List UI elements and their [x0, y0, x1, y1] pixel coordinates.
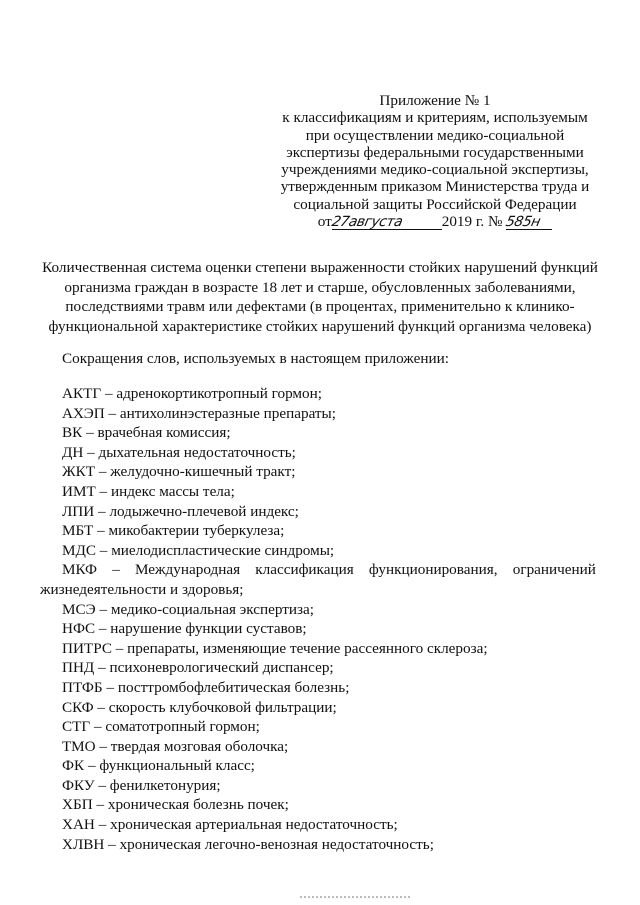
- abbreviation-item: ПТФБ – посттромбофлебитическая болезнь;: [62, 678, 350, 696]
- abbreviation-item: НФС – нарушение функции суставов;: [62, 620, 307, 638]
- abbreviation-definition: хроническая болезнь почек;: [107, 796, 289, 814]
- abbreviation-definition: дыхательная недостаточность;: [98, 443, 296, 461]
- abbreviation-definition: индекс массы тела;: [110, 482, 235, 500]
- abbreviation-item: ФКУ – фенилкетонурия;: [62, 776, 221, 794]
- abbreviation-definition: посттромбофлебитическая болезнь;: [117, 678, 350, 696]
- abbreviation-definition: скорость клубочковой фильтрации;: [108, 698, 337, 716]
- abbreviation-item: АКТГ – адренокортикотропный гормон;: [62, 385, 322, 402]
- abbreviation-definition: соматотропный гормон;: [105, 718, 260, 736]
- appendix-line: социальной защиты Российской Федерации: [293, 195, 577, 213]
- abbreviation-term: МСЭ: [62, 600, 96, 618]
- document-title: [40, 258, 600, 336]
- abbreviation-term: СТГ: [62, 718, 91, 736]
- abbreviation-definition: адренокортикотропный гормон;: [116, 385, 322, 402]
- abbreviation-term: ИМТ: [62, 482, 96, 500]
- order-number-field: [506, 215, 552, 230]
- abbreviation-definition: антихолинэстеразные препараты;: [119, 404, 336, 422]
- abbreviation-term: СКФ: [62, 698, 94, 716]
- abbreviation-definition: твердая мозговая оболочка;: [110, 737, 289, 755]
- appendix-line: Приложение № 1: [379, 92, 491, 109]
- order-reference: [270, 213, 600, 230]
- abbreviation-definition: хроническая легочно-венозная недостаточность;: [119, 835, 434, 853]
- abbreviations-intro: Сокращения слов, используемых в настоящем приложении:: [62, 350, 449, 367]
- abbreviation-item: СКФ – скорость клубочковой фильтрации;: [62, 698, 337, 716]
- appendix-line: экспертизы федеральными государственными: [286, 143, 584, 161]
- abbreviation-item: МДС – миелодиспластические синдромы;: [62, 541, 335, 559]
- abbreviation-item: СТГ – соматотропный гормон;: [62, 718, 260, 736]
- abbreviation-definition: желудочно-кишечный тракт;: [110, 463, 296, 481]
- abbreviation-item: ВК – врачебная комиссия;: [62, 424, 231, 442]
- title-line: Количественная система оценки степени выраженности стойких нарушений функций: [42, 259, 598, 276]
- abbreviation-term: МКФ: [62, 561, 97, 579]
- abbreviation-term: АХЭП: [62, 404, 105, 422]
- order-prefix: от: [317, 213, 332, 231]
- abbreviation-definition: нарушение функции суставов;: [110, 620, 307, 638]
- abbreviation-term: ТМО: [62, 737, 96, 755]
- appendix-line: при осуществлении медико-социальной: [305, 126, 565, 144]
- abbreviation-item: ФК – функциональный класс;: [62, 757, 255, 775]
- appendix-line: учреждениями медико-социальной экспертизы,: [281, 161, 589, 179]
- abbreviation-word: Международная: [135, 561, 241, 579]
- abbreviation-term: ХАН: [62, 816, 95, 834]
- abbreviation-term: ЖКТ: [62, 463, 96, 481]
- abbreviation-item: ТМО – твердая мозговая оболочка;: [62, 737, 289, 755]
- abbreviation-term: ФК: [62, 757, 85, 775]
- appendix-line: утвержденным приказом Министерства труда и: [280, 178, 590, 196]
- title-line: организма граждан в возрасте 18 лет и старше, обусловленных заболеваниями,: [64, 278, 576, 296]
- abbreviation-term: МБТ: [62, 522, 94, 540]
- abbreviation-term: МДС: [62, 541, 96, 559]
- abbreviation-continuation: жизнедеятельности и здоровья;: [40, 580, 244, 598]
- order-date-field: [332, 215, 442, 230]
- abbreviation-definition: функциональный класс;: [99, 757, 255, 775]
- abbreviation-term: АКТГ: [62, 385, 102, 402]
- abbreviation-item-justified: [40, 560, 596, 580]
- title-line: функциональной характеристике стойких нарушений функций организма человека): [48, 317, 592, 335]
- abbreviation-item: МБТ – микобактерии туберкулеза;: [62, 522, 285, 540]
- abbreviation-item: ПНД – психоневрологический диспансер;: [62, 659, 334, 677]
- abbreviation-definition: препараты, изменяющие течение рассеянного склероза;: [127, 639, 488, 657]
- abbreviation-item: ИМТ – индекс массы тела;: [62, 482, 235, 500]
- scan-artifact-divider: [300, 896, 410, 901]
- abbreviation-term: НФС: [62, 620, 96, 638]
- abbreviation-item: ПИТРС – препараты, изменяющие течение рассеянного склероза;: [62, 639, 488, 657]
- abbreviation-word: классификация: [255, 561, 354, 579]
- abbreviation-term: ПИТРС: [62, 639, 112, 657]
- abbreviation-term: ПТФБ: [62, 678, 103, 696]
- abbreviation-definition: миелодиспластические синдромы;: [111, 541, 335, 559]
- abbreviation-term: ХБП: [62, 796, 93, 814]
- abbreviation-item: ХЛВН – хроническая легочно-венозная недостаточность;: [62, 835, 434, 853]
- abbreviation-word: –: [112, 561, 120, 579]
- abbreviation-definition: микобактерии туберкулеза;: [108, 522, 285, 540]
- appendix-header: [270, 92, 600, 230]
- abbreviation-item: АХЭП – антихолинэстеразные препараты;: [62, 404, 336, 422]
- abbreviation-term: ХЛВН: [62, 835, 105, 853]
- appendix-line: к классификациям и критериям, используемым: [282, 109, 588, 127]
- abbreviation-term: ПНД: [62, 659, 95, 677]
- abbreviation-term: ЛПИ: [62, 502, 95, 520]
- abbreviation-definition: хроническая артериальная недостаточность;: [110, 816, 398, 834]
- title-line: последствиями травм или дефектами (в процентах, применительно к клинико-: [65, 298, 575, 315]
- abbreviation-item: ЛПИ – лодыжечно-плечевой индекс;: [62, 502, 299, 520]
- abbreviation-item: МСЭ – медико-социальная экспертиза;: [62, 600, 314, 618]
- abbreviations-list: [40, 384, 596, 854]
- abbreviation-definition: врачебная комиссия;: [97, 424, 231, 442]
- order-number-handwritten: 585н: [504, 214, 542, 231]
- order-year: 2019 г. №: [441, 213, 503, 231]
- abbreviation-item: ХАН – хроническая артериальная недостаточность;: [62, 816, 398, 834]
- abbreviation-word: функционирования,: [368, 561, 498, 579]
- abbreviation-definition: медико-социальная экспертиза;: [110, 600, 314, 618]
- abbreviation-term: ДН: [62, 443, 84, 461]
- abbreviation-definition: фенилкетонурия;: [109, 776, 221, 794]
- abbreviation-term: ВК: [62, 424, 83, 442]
- order-date-handwritten: 27августа: [330, 214, 404, 231]
- abbreviation-definition: психоневрологический диспансер;: [109, 659, 334, 677]
- abbreviation-term: ФКУ: [62, 776, 95, 794]
- abbreviation-definition: лодыжечно-плечевой индекс;: [109, 502, 299, 520]
- abbreviation-item: ХБП – хроническая болезнь почек;: [62, 796, 289, 814]
- abbreviation-word: ограничений: [512, 561, 596, 579]
- abbreviation-item: ЖКТ – желудочно-кишечный тракт;: [62, 463, 296, 481]
- abbreviation-item: ДН – дыхательная недостаточность;: [62, 443, 296, 461]
